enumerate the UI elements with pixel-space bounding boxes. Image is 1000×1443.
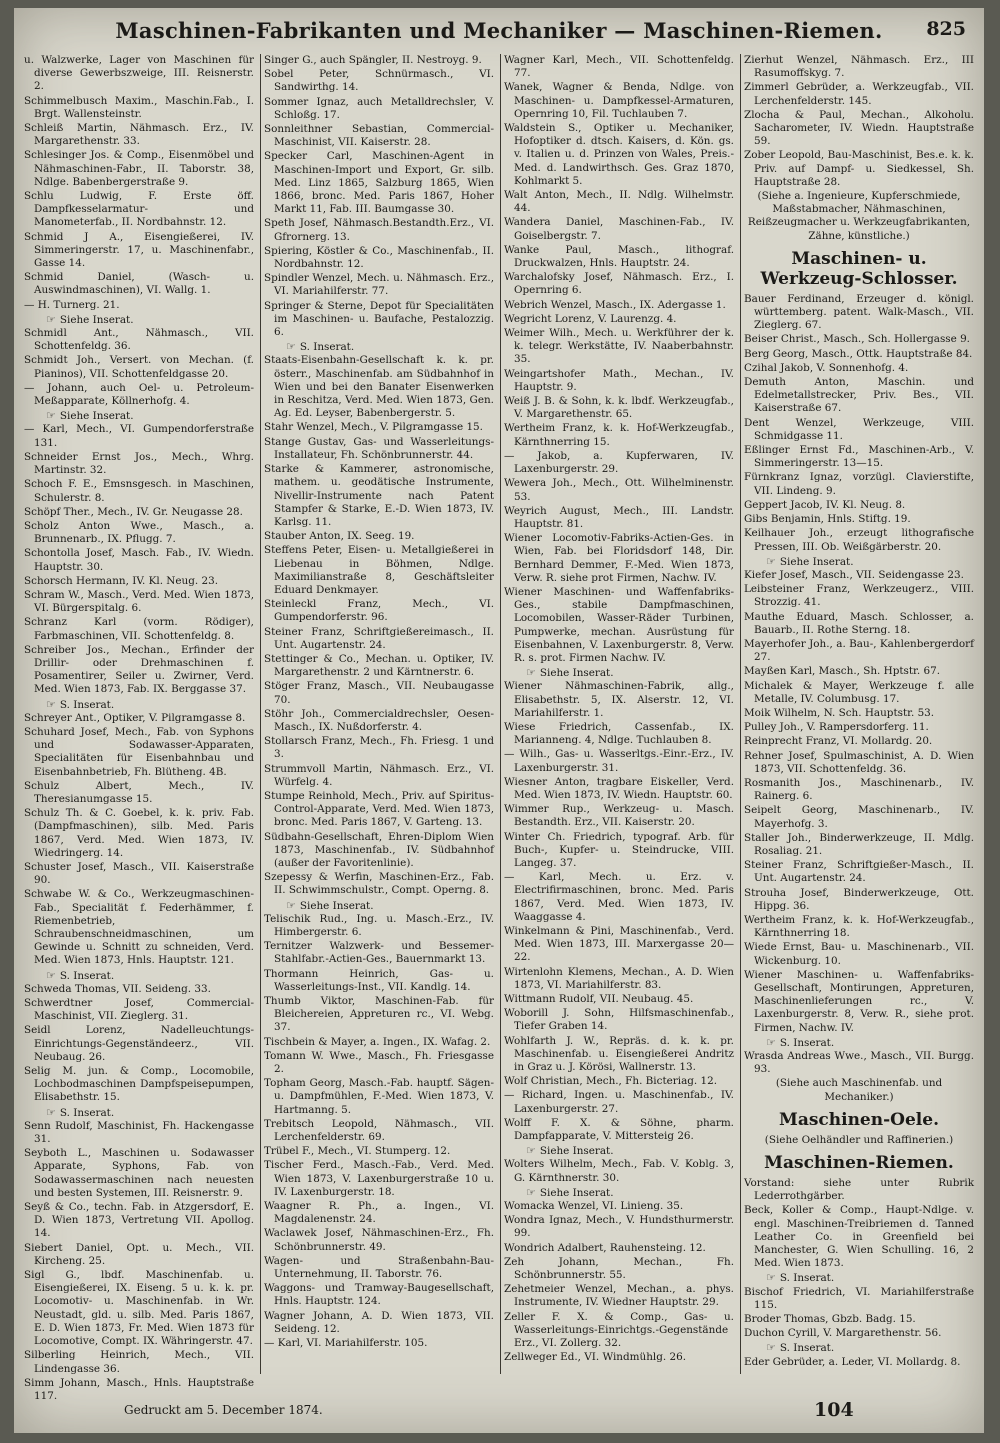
directory-entry: Schwabe W. & Co., Werkzeugmaschinen-Fab., Specialität f. Federhämmer, f. Riemenbetrieb, Schraubenschneidmaschinen, um Gewinde u. Schnitt zu schneiden, Verd. Med. Wien 1873, Hnls. Hauptstr. 121.	[24, 888, 254, 967]
directory-entry: Schimmelbusch Maxim., Maschin.Fab., I. Brgt. Wallensteinstr.	[24, 94, 254, 120]
directory-entry: Wiener Maschinen- u. Waffenfabriks-Gesellschaft, Montirungen, Appreturen, Maschinenlieferungen rc., V. Laxenburgerstr. 8, Verw. R., siehe prot. Firmen, Nachw. IV.	[744, 968, 974, 1034]
column-3	[500, 54, 734, 1374]
directory-entry: Wiede Ernst, Bau- u. Maschinenarb., VII. Wickenburg. 10.	[744, 941, 974, 967]
directory-entry: Staats-Eisenbahn-Gesellschaft k. k. pr. österr., Maschinenfab. am Südbahnhof in Wien und bei den Banater Eisenwerken in Reschitza, Verd. Med. Wien 1873, Gen. Ag. Ed. Leyser, Babenbergerstr. 5.	[264, 354, 494, 420]
pointing-hand-icon: ☞	[286, 340, 296, 354]
directory-entry: Steiner Franz, Schriftgießer-Masch., II. Unt. Augartenstr. 24.	[744, 859, 974, 885]
directory-entry: Wittmann Rudolf, VII. Neubaug. 45.	[504, 993, 694, 1006]
directory-entry: Vorstand: siehe unter Rubrik Lederrothgärber.	[744, 1177, 974, 1203]
directory-entry: Schreyer Ant., Optiker, V. Pilgramgasse 8.	[24, 711, 246, 724]
directory-entry: Schmid Daniel, (Wasch- u. Auswindmaschinen), VI. Wallg. 1.	[24, 271, 254, 297]
inserat-reference	[744, 1341, 974, 1355]
directory-entry: Wondra Ignaz, Mech., V. Hundsthurmerstr. 99.	[504, 1214, 734, 1240]
sheet-number: 104	[814, 1399, 854, 1421]
column-2	[260, 54, 494, 1374]
directory-entry: Simm Johann, Masch., Hnls. Hauptstraße 117.	[24, 1376, 254, 1402]
directory-entry: Stollarsch Franz, Mech., Fh. Friesg. 1 und 3.	[264, 735, 494, 761]
pointing-hand-icon: ☞	[46, 1105, 56, 1119]
directory-entry: Moik Wilhelm, N. Sch. Hauptstr. 53.	[744, 706, 935, 719]
directory-entry: Stange Gustav, Gas- und Wasserleitungs-Installateur, Fh. Schönbrunnerstr. 44.	[264, 435, 494, 461]
directory-entry: Zellweger Ed., VI. Windmühlg. 26.	[504, 1351, 686, 1364]
directory-entry: Walt Anton, Mech., II. Ndlg. Wilhelmstr. 44.	[504, 189, 734, 215]
directory-entry: Strouha Josef, Binderwerkzeuge, Ott. Hippg. 36.	[744, 886, 974, 912]
pointing-hand-icon: ☞	[46, 697, 56, 711]
inserat-label: Siehe Inserat.	[59, 410, 134, 423]
directory-entry: — Johann, auch Oel- u. Petroleum-Meßapparate, Köllnerhofg. 4.	[24, 381, 254, 408]
directory-entry: Wolf Christian, Mech., Fh. Bicteriag. 12.	[504, 1075, 718, 1088]
directory-entry: Geppert Jacob, IV. Kl. Neug. 8.	[744, 498, 906, 511]
directory-entry: Winkelmann & Pini, Maschinenfab., Verd. Med. Wien 1873, III. Marxergasse 20—22.	[504, 925, 734, 964]
inserat-label: Siehe Inserat.	[59, 313, 134, 326]
directory-entry: Wiese Friedrich, Cassenfab., IX. Marianneng. 4, Ndlge. Tuchlauben 8.	[504, 720, 734, 747]
directory-entry: Specker Carl, Maschinen-Agent in Maschinen-Import und Export, Gr. silb. Med. Linz 1865, Salzburg 1865, Wien 1866, bronc. Med. Paris 1867, Hoher Markt 11, Fab. III. Baumgasse 30.	[264, 150, 494, 216]
directory-entry: Wagen- und Straßenbahn-Bau-Unternehmung, II. Taborstr. 76.	[264, 1254, 494, 1281]
directory-entry: Wimmer Rup., Werkzeug- u. Masch. Bestandth. Erz., VII. Kaiserstr. 20.	[504, 803, 734, 829]
directory-entry: Stumpe Reinhold, Mech., Priv. auf Spiritus-Control-Apparate, Verd. Med. Wien 1873, bronc. Med. Paris 1867, V. Garteng. 13.	[264, 789, 494, 829]
inserat-reference	[744, 555, 974, 569]
section-heading: Maschinen- u. Werkzeug-Schlosser.	[760, 248, 958, 289]
directory-entry: Bischof Friedrich, VI. Mariahilferstraße 115.	[744, 1285, 974, 1311]
directory-entry: Warchalofsky Josef, Nähmasch. Erz., I. Opernring 6.	[504, 271, 734, 297]
directory-entry: Eder Gebrüder, a. Leder, VI. Mollardg. 8.	[744, 1355, 961, 1368]
inserat-label: S. Inserat.	[779, 1342, 835, 1355]
directory-entry: Wagner Karl, Mech., VII. Schottenfeldg. 77.	[504, 54, 734, 80]
pointing-hand-icon: ☞	[766, 1341, 776, 1355]
directory-entry: Demuth Anton, Maschin. und Edelmetallstrecker, Priv. Bes., VII. Kaiserstraße 67.	[744, 376, 974, 415]
directory-entry: Schuhard Josef, Mech., Fab. von Syphons und Sodawasser-Apparaten, Specialitäten für Eisenbahnbau und Eisenbahnbetrieb, Fh. Blütheng. 4B.	[24, 725, 254, 778]
directory-entry: Waldstein S., Optiker u. Mechaniker, Hofoptiker d. dtsch. Kaisers, d. Kön. gs. v. Italien u. d. Prinzen von Wales, Preis.-Med. d. Landwirthsch. Ges. Graz 1870, Kohlmarkt 5.	[504, 122, 734, 187]
directory-entry: Sommer Ignaz, auch Metalldrechsler, V. Schloßg. 17.	[264, 95, 494, 121]
directory-entry: Starke & Kammerer, astronomische, mathem. u. geodätische Instrumente, Nivellir-Instrumente nach Patent Stampfer & Starke, E.-D. Wien 1873, IV. Karlsg. 11.	[264, 463, 494, 528]
inserat-reference	[24, 409, 254, 423]
directory-entry: — Karl, Mech., VI. Gumpendorferstraße 131.	[24, 423, 254, 449]
inserat-label: Siehe Inserat.	[779, 555, 854, 568]
directory-entry: — Jakob, a. Kupferwaren, IV. Laxenburgerstr. 29.	[504, 449, 734, 476]
directory-entry: Mayßen Karl, Masch., Sh. Hptstr. 67.	[744, 665, 940, 678]
directory-entry: Schlu Ludwig, F. Erste öff. Dampfkesselarmatur- und Manometerfab., II. Nordbahnstr. 12.	[24, 190, 254, 229]
inserat-reference	[504, 1186, 734, 1200]
directory-entry: Schleiß Martin, Nähmasch. Erz., IV. Margarethenstr. 33.	[24, 122, 254, 148]
inserat-label: Siehe Inserat.	[299, 899, 374, 912]
directory-entry: Wiener Maschinen- und Waffenfabriks-Ges., stabile Dampfmaschinen, Locomobilen, Wasser-Räder Turbinen, Pumpwerke, mechan. Ausrüstung für Eisenbahnen, V. Laxenburgerstr. 8, Verw. R. s. prot. Firmen Nachw. IV.	[504, 585, 734, 664]
directory-entry: Berg Georg, Masch., Ottk. Hauptstraße 84.	[744, 347, 973, 360]
directory-entry: Stahr Wenzel, Mech., V. Pilgramgasse 15.	[264, 421, 483, 434]
directory-entry: Wanke Paul, Masch., lithograf. Druckwalzen, Hnls. Hauptstr. 24.	[504, 243, 734, 270]
directory-entry: Womacka Wenzel, VI. Linieng. 35.	[504, 1200, 684, 1213]
directory-entry: Woborill J. Sohn, Hilfsmaschinenfab., Tiefer Graben 14.	[504, 1007, 734, 1033]
inserat-reference	[504, 1144, 734, 1158]
directory-entry: Wertheim Franz, k. k. Hof-Werkzeugfab., Kärnthnerring 18.	[744, 913, 974, 940]
inserat-label: S. Inserat.	[59, 698, 115, 711]
directory-entry: Rehner Josef, Spulmaschinist, A. D. Wien 1873, VII. Schottenfeldg. 36.	[744, 749, 974, 775]
directory-entry: Strummvoll Martin, Nähmasch. Erz., VI. Würfelg. 4.	[264, 762, 494, 788]
directory-entry: Wolff F. X. & Söhne, pharm. Dampfapparate, V. Mittersteig 26.	[504, 1116, 734, 1143]
inserat-label: Siehe Inserat.	[539, 1186, 614, 1199]
directory-entry: Pulley Joh., V. Rampersdorferg. 11.	[744, 721, 929, 734]
directory-entry: Staller Joh., Binderwerkzeuge, II. Mdlg. Rosaliag. 21.	[744, 831, 974, 857]
directory-entry: Spiering, Köstler & Co., Maschinenfab., II. Nordbahnstr. 12.	[264, 244, 494, 271]
inserat-reference	[264, 340, 494, 354]
directory-entry: Stettinger & Co., Mechan. u. Optiker, IV. Margarethenstr. 2 und Kärntnerstr. 6.	[264, 652, 494, 679]
directory-entry: Sobel Peter, Schnürmasch., VI. Sandwirthg. 14.	[264, 68, 494, 94]
inserat-label: S. Inserat.	[59, 1106, 115, 1119]
section-heading: Maschinen-Riemen.	[764, 1153, 954, 1174]
pointing-hand-icon: ☞	[46, 312, 56, 326]
directory-entry: Trebitsch Leopold, Nähmasch., VII. Lerchenfelderstr. 69.	[264, 1117, 494, 1144]
directory-entry: Stauber Anton, IX. Seeg. 19.	[264, 530, 415, 543]
directory-entry: Speth Josef, Nähmasch.Bestandth.Erz., VI. Gfrornerg. 13.	[264, 217, 494, 243]
inserat-label: S. Inserat.	[779, 1036, 835, 1049]
inserat-reference	[24, 969, 254, 983]
directory-entry: Stöhr Joh., Commercialdrechsler, Oesen-Masch., IX. Nußdorferstr. 4.	[264, 707, 494, 733]
directory-entry: Waggons- und Tramway-Baugesellschaft, Hnls. Hauptstr. 124.	[264, 1282, 494, 1308]
directory-entry: Schlesinger Jos. & Comp., Eisenmöbel und Nähmaschinen-Fabr., II. Taborstr. 38, Ndlge. Babenbergerstraße 9.	[24, 149, 254, 188]
inserat-label: S. Inserat.	[59, 969, 115, 982]
directory-entry: Schram W., Masch., Verd. Med. Wien 1873, VI. Bürgerspitalg. 6.	[24, 588, 254, 615]
directory-entry: Schoch F. E., Emsnsgesch. in Maschinen, Schulerstr. 8.	[24, 478, 254, 504]
directory-entry: Wohlfarth J. W., Repräs. d. k. k. pr. Maschinenfab. u. Eisengießerei Andritz in Graz u. J. Körösi, Wallnerstr. 13.	[504, 1034, 734, 1074]
directory-entry: Tomann W. Wwe., Masch., Fh. Friesgasse 2.	[264, 1049, 494, 1076]
directory-entry: Schulz Albert, Mech., IV. Theresianumgasse 15.	[24, 779, 254, 805]
directory-entry: Bauer Ferdinand, Erzeuger d. königl. württemberg. patent. Walk-Masch., VII. Zieglerg. 67.	[744, 292, 974, 332]
directory-entry: Keilhauer Joh., erzeugt lithografische Pressen, III. Ob. Weißgärberstr. 20.	[744, 527, 974, 553]
directory-entry: Wertheim Franz, k. k. Hof-Werkzeugfab., Kärnthnerring 15.	[504, 422, 734, 448]
directory-entry: Zierhut Wenzel, Nähmasch. Erz., III Rasumoffskyg. 7.	[744, 54, 974, 80]
directory-entry: — H. Turnerg. 21.	[24, 298, 120, 311]
inserat-label: Siehe Inserat.	[539, 1145, 614, 1158]
pointing-hand-icon: ☞	[526, 1144, 536, 1158]
directory-entry: Reinprecht Franz, VI. Mollardg. 20.	[744, 735, 933, 748]
directory-entry: Broder Thomas, Gbzb. Badg. 15.	[744, 1313, 916, 1326]
directory-entry: Wagner Johann, A. D. Wien 1873, VII. Seideng. 12.	[264, 1309, 494, 1335]
directory-entry: Südbahn-Gesellschaft, Ehren-Diplom Wien 1873, Maschinenfab., IV. Südbahnhof (außer der Favoritenlinie).	[264, 830, 494, 869]
directory-entry: Zober Leopold, Bau-Maschinist, Bes.e. k. k. Priv. auf Dampf- u. Siedkessel, Sh. Hauptstraße 28.	[744, 149, 974, 188]
directory-entry: Wiener Locomotiv-Fabriks-Actien-Ges. in Wien, Fab. bei Floridsdorf 148, Dir. Bernhard Demmer, F.-Med. Wien 1873, Verw. R. siehe prot Firmen, Nachw. IV.	[504, 532, 734, 584]
directory-entry: Steiner Franz, Schriftgießereimasch., II. Unt. Augartenstr. 24.	[264, 625, 494, 651]
directory-entry: Mayerhofer Joh., a. Bau-, Kahlenbergerdorf 27.	[744, 637, 974, 664]
directory-entry: Sonnleithner Sebastian, Commercial-Maschinist, VII. Kaiserstr. 28.	[264, 123, 494, 149]
inserat-reference	[744, 1271, 974, 1285]
directory-entry: Wanek, Wagner & Benda, Ndlge. von Maschinen- u. Dampfkessel-Armaturen, Opernring 10, Fil. Tuchlauben 7.	[504, 81, 734, 120]
directory-entry: Kiefer Josef, Masch., VII. Seidengasse 23.	[744, 568, 964, 581]
directory-entry: Zeh Johann, Mechan., Fh. Schönbrunnerstr. 55.	[504, 1255, 734, 1282]
directory-entry: Schorsch Hermann, IV. Kl. Neug. 23.	[24, 574, 219, 587]
directory-entry: Schmidl Ant., Nähmasch., VII. Schottenfeldg. 36.	[24, 327, 254, 353]
directory-entry: Tischbein & Mayer, a. Ingen., IX. Wafag. 2.	[264, 1035, 491, 1048]
directory-entry: Beiser Christ., Masch., Sch. Hollergasse 9.	[744, 333, 970, 346]
directory-entry: Wewera Joh., Mech., Ott. Wilhelminenstr. 53.	[504, 477, 734, 503]
pointing-hand-icon: ☞	[766, 554, 776, 568]
directory-entry: Telischik Rud., Ing. u. Masch.-Erz., IV. Himbergerstr. 6.	[264, 912, 494, 938]
directory-entry: Weingartshofer Math., Mechan., IV. Hauptstr. 9.	[504, 367, 734, 393]
directory-entry: Weimer Wilh., Mech. u. Werkführer der k. k. telegr. Werkstätte, IV. Naaberbahnstr. 35.	[504, 327, 734, 366]
directory-entry: Topham Georg, Masch.-Fab. hauptf. Sägen- u. Dampfmühlen, F.-Med. Wien 1873, V. Hartmanng. 5.	[264, 1077, 494, 1116]
directory-entry: Czihal Jakob, V. Sonnenhofg. 4.	[744, 361, 909, 374]
directory-entry: Winter Ch. Friedrich, typograf. Arb. für Buch-, Kupfer- u. Steindrucke, VIII. Langeg. 37.	[504, 830, 734, 869]
pointing-hand-icon: ☞	[766, 1271, 776, 1285]
directory-entry: Weyrich August, Mech., III. Landstr. Hauptstr. 81.	[504, 504, 734, 530]
directory-entry: Seipelt Georg, Maschinenarb., IV. Mayerhofg. 3.	[744, 804, 974, 830]
directory-entry: Steffens Peter, Eisen- u. Metallgießerei in Liebenau in Böhmen, Ndlge. Maximilianstraße 8, Geschäftsleiter Eduard Denkmayer.	[264, 544, 494, 596]
directory-entry: Tischer Ferd., Masch.-Fab., Verd. Med. Wien 1873, V. Laxenburgerstraße 10 u. IV. Laxenburgerstr. 18.	[264, 1159, 494, 1198]
directory-entry: Singer G., auch Spängler, II. Nestroyg. 9.	[264, 54, 482, 66]
directory-entry: Waclawek Josef, Nähmaschinen-Erz., Fh. Schönbrunnerstr. 49.	[264, 1227, 494, 1253]
directory-entry: — Karl, Mech. u. Erz. v. Electrifirmaschinen, bronc. Med. Paris 1867, Verd. Med. Wien 1873, IV. Waaggasse 4.	[504, 871, 734, 923]
directory-entry: Leibsteiner Franz, Werkzeugerz., VIII. Strozzig. 41.	[744, 583, 974, 609]
pointing-hand-icon: ☞	[766, 1035, 776, 1049]
directory-entry: Schöpf Ther., Mech., IV. Gr. Neugasse 28.	[24, 505, 243, 518]
print-date: Gedruckt am 5. December 1874.	[124, 1403, 323, 1417]
directory-entry: Springer & Sterne, Depot für Specialitäten im Maschinen- u. Baufache, Pestalozzig. 6.	[264, 299, 494, 339]
directory-entry: Schmidt Joh., Versert. von Mechan. (f. Pianinos), VII. Schottenfeldgasse 20.	[24, 354, 254, 380]
directory-page	[14, 8, 984, 1433]
directory-entry: — Wilh., Gas- u. Wasserltgs.-Einr.-Erz., IV. Laxenburgerstr. 31.	[504, 748, 734, 774]
cross-reference-note: (Siehe a. Ingenieure, Kupferschmiede, Maßstabmacher, Nähmaschinen, Reißzeugmacher u. Werkzeugfabrikanten, Zähne, künstliche.)	[747, 190, 971, 242]
directory-entry: Zimmerl Gebrüder, a. Werkzeugfab., VII. Lerchenfelderstr. 145.	[744, 81, 974, 107]
directory-entry: Scholz Anton Wwe., Masch., a. Brunnenarb., IX. Pflugg. 7.	[24, 519, 254, 546]
directory-entry: Webrich Wenzel, Masch., IX. Adergasse 1.	[504, 298, 726, 311]
directory-entry: Schneider Ernst Jos., Mech., Whrg. Martinstr. 32.	[24, 450, 254, 477]
directory-entry: Spindler Wenzel, Mech. u. Nähmasch. Erz., VI. Mariahilferstr. 77.	[264, 272, 494, 298]
directory-entry: Siebert Daniel, Opt. u. Mech., VII. Kircheng. 25.	[24, 1241, 254, 1267]
inserat-reference	[24, 698, 254, 712]
directory-entry: Schuster Josef, Masch., VII. Kaiserstraße 90.	[24, 860, 254, 887]
directory-entry: u. Walzwerke, Lager von Maschinen für diverse Gewerbszweige, III. Reisnerstr. 2.	[24, 54, 254, 93]
directory-entry: Szepessy & Werfin, Maschinen-Erz., Fab. II. Schwimmschulstr., Compt. Operng. 8.	[264, 871, 494, 897]
directory-entry: Eßlinger Ernst Fd., Maschinen-Arb., V. Simmeringerstr. 13—15.	[744, 444, 974, 470]
directory-entry: Schweda Thomas, VII. Seideng. 33.	[24, 982, 211, 995]
directory-entry: Schwerdtner Josef, Commercial-Maschinist, VII. Zieglerg. 31.	[24, 997, 254, 1023]
directory-entry: Selig M. jun. & Comp., Locomobile, Lochbodmaschinen Dampfspeisepumpen, Elisabethstr. 15.	[24, 1065, 254, 1104]
directory-entry: Seyboth L., Maschinen u. Sodawasser Apparate, Syphons, Fab. von Sodawassermaschinen nach neuesten und besten Systemen, III. Reisnerstr. 9.	[24, 1147, 254, 1199]
directory-entry: Seidl Lorenz, Nadelleuchtungs-Einrichtungs-Gegenständeerz., VII. Neubaug. 26.	[24, 1024, 254, 1063]
inserat-label: S. Inserat.	[299, 341, 355, 354]
inserat-reference	[24, 1106, 254, 1120]
directory-entry: Ternitzer Walzwerk- und Bessemer-Stahlfabr.-Actien-Ges., Bauernmarkt 13.	[264, 940, 494, 966]
directory-entry: Wiener Nähmaschinen-Fabrik, allg., Elisabethstr. 5, IX. Alserstr. 12, VI. Mariahilferstr. 1.	[504, 680, 734, 719]
directory-entry: Weiß J. B. & Sohn, k. k. lbdf. Werkzeugfab., V. Margarethenstr. 65.	[504, 395, 734, 421]
directory-entry: Wiesner Anton, tragbare Eiskeller, Verd. Med. Wien 1873, IV. Wiedn. Hauptstr. 60.	[504, 775, 734, 801]
pointing-hand-icon: ☞	[46, 409, 56, 423]
directory-entry: Stöger Franz, Masch., VII. Neubaugasse 70.	[264, 680, 494, 706]
directory-entry: Schulz Th. & C. Goebel, k. k. priv. Fab. (Dampfmaschinen), silb. Med. Paris 1867, Verd. Med. Wien 1873, IV. Wiedringerg. 14.	[24, 807, 254, 859]
inserat-reference	[504, 666, 734, 680]
inserat-reference	[744, 1036, 974, 1050]
inserat-label: Siehe Inserat.	[539, 667, 614, 680]
directory-entry: Wirtenlohn Klemens, Mechan., A. D. Wien 1873, VI. Mariahilferstr. 83.	[504, 965, 734, 991]
directory-entry: Dent Wenzel, Werkzeuge, VIII. Schmidgasse 11.	[744, 416, 974, 442]
directory-entry: Wolters Wilhelm, Mech., Fab. V. Koblg. 3, G. Kärnthnerstr. 30.	[504, 1158, 734, 1184]
pointing-hand-icon: ☞	[526, 666, 536, 680]
directory-entry: Michalek & Mayer, Werkzeuge f. alle Metalle, IV. Columbusg. 17.	[744, 679, 974, 705]
pointing-hand-icon: ☞	[46, 968, 56, 982]
directory-entry: Beck, Koller & Comp., Haupt-Ndlge. v. engl. Maschinen-Treibriemen d. Tanned Leather Co. in Greenfield bei Manchester, G. Wien Schulling. 16, 2 Med. Wien 1873.	[744, 1204, 974, 1270]
directory-entry: Waagner R. Ph., a. Ingen., VI. Magdalenenstr. 24.	[264, 1200, 494, 1226]
directory-entry: Wandera Daniel, Maschinen-Fab., IV. Goiselbergstr. 7.	[504, 216, 734, 242]
directory-entry: — Richard, Ingen. u. Maschinenfab., IV. Laxenburgerstr. 27.	[504, 1089, 734, 1115]
directory-entry: Steinleckl Franz, Mech., VI. Gumpendorferstr. 96.	[264, 598, 494, 624]
page-title: Maschinen-Fabrikanten und Mechaniker — Maschinen-Riemen.	[115, 18, 883, 43]
directory-entry: Wondrich Adalbert, Rauhensteing. 12.	[504, 1241, 706, 1254]
inserat-reference	[24, 313, 254, 327]
directory-entry: Zeller F. X. & Comp., Gas- u. Wasserleitungs-Einrichtgs.-Gegenstände Erz., VI. Zollerg. 32.	[504, 1310, 734, 1350]
directory-entry: — Karl, VI. Mariahilferstr. 105.	[264, 1337, 428, 1350]
directory-entry: Gibs Benjamin, Hnls. Stiftg. 19.	[744, 513, 911, 526]
directory-entry: Thormann Heinrich, Gas- u. Wasserleitungs-Inst., VII. Kandlg. 14.	[264, 967, 494, 993]
directory-entry: Duchon Cyrill, V. Margarethenstr. 56.	[744, 1327, 942, 1340]
directory-entry: Wrasda Andreas Wwe., Masch., VII. Burgg. 93.	[744, 1050, 974, 1076]
directory-entry: Senn Rudolf, Maschinist, Fh. Hackengasse 31.	[24, 1119, 254, 1146]
column-4	[740, 54, 974, 1374]
directory-entry: Zlocha & Paul, Mechan., Alkoholu. Sacharometer, IV. Wiedn. Hauptstraße 59.	[744, 108, 974, 148]
directory-entry: Wegricht Lorenz, V. Laurenzg. 4.	[504, 312, 677, 325]
directory-entry: Schranz Karl (vorm. Rödiger), Farbmaschinen, VII. Schottenfeldg. 8.	[24, 616, 254, 642]
inserat-label: S. Inserat.	[779, 1272, 835, 1285]
cross-reference-note: (Siehe Oelhändler und Raffinerien.)	[764, 1133, 954, 1146]
section-heading: Maschinen-Oele.	[779, 1109, 939, 1130]
directory-entry: Zehetmeier Wenzel, Mechan., a. phys. Instrumente, IV. Wiedner Hauptstr. 29.	[504, 1283, 734, 1309]
directory-entry: Fürnkranz Ignaz, vorzügl. Clavierstifte, VII. Lindeng. 9.	[744, 471, 974, 497]
inserat-reference	[264, 899, 494, 913]
directory-entry: Thumb Viktor, Maschinen-Fab. für Bleichereien, Appreturen rc., VI. Webg. 37.	[264, 995, 494, 1034]
column-1	[24, 54, 254, 1402]
columns	[24, 54, 974, 1402]
directory-entry: Trübel F., Mech., VI. Stumperg. 12.	[264, 1145, 451, 1158]
directory-entry: Mauthe Eduard, Masch. Schlosser, a. Bauarb., II. Rothe Sterng. 18.	[744, 610, 974, 636]
pointing-hand-icon: ☞	[286, 898, 296, 912]
page-number: 825	[926, 18, 966, 40]
directory-entry: Rosmanith Jos., Maschinenarb., IV. Rainerg. 6.	[744, 776, 974, 803]
cross-reference-note: (Siehe auch Maschinenfab. und Mechaniker.)	[775, 1077, 943, 1103]
directory-entry: Silberling Heinrich, Mech., VII. Lindengasse 36.	[24, 1349, 254, 1375]
directory-entry: Sigl G., lbdf. Maschinenfab. u. Eisengießerei, IX. Eiseng. 5 u. k. k. pr. Locomotiv- u. Maschinenfab. in Wr. Neustadt, gld. u. silb. Med. Paris 1867, E. D. Wien 1873, Fr. Med. Wien 1873 für Locomotive, Compt. IX. Währingerstr. 47.	[24, 1269, 254, 1348]
directory-entry: Schmid J A., Eisengießerei, IV. Simmeringerstr. 17, u. Maschinenfabr., Gasse 14.	[24, 230, 254, 270]
pointing-hand-icon: ☞	[526, 1185, 536, 1199]
directory-entry: Schontolla Josef, Masch. Fab., IV. Wiedn. Hauptstr. 30.	[24, 547, 254, 573]
directory-entry: Seyß & Co., techn. Fab. in Atzgersdorf, E. D. Wien 1873, Vertretung VII. Apollog. 14.	[24, 1201, 254, 1240]
directory-entry: Schreiber Jos., Mechan., Erfinder der Drillir- oder Drehmaschinen f. Posamentirer, Seiler u. Zwirner, Verd. Med. Wien 1873, Fab. IX. Berggasse 37.	[24, 643, 254, 696]
